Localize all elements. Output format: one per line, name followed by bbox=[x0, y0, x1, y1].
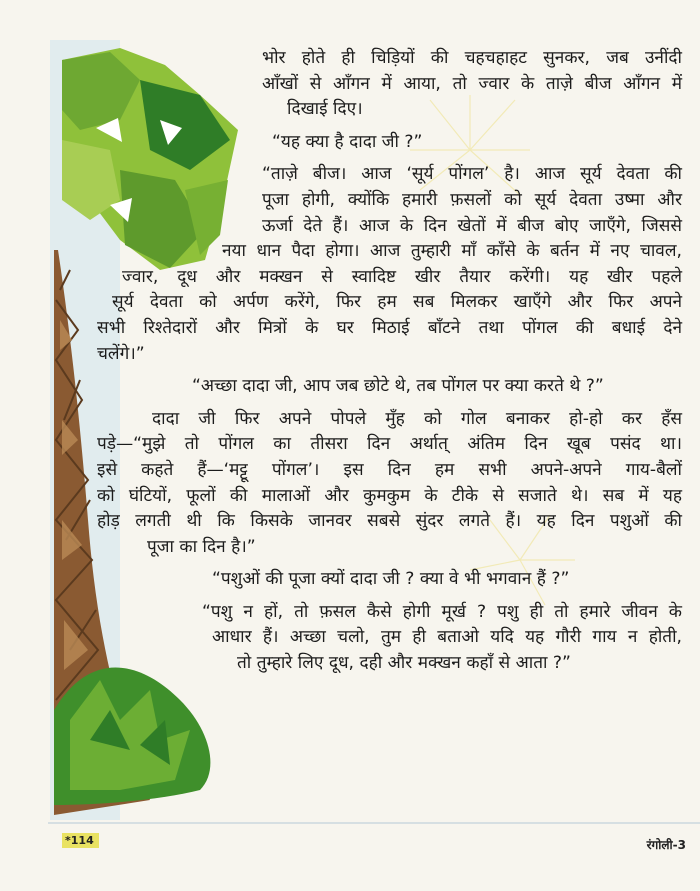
text-line: “ताज़े बीज। आज ‘सूर्य पोंगल’ है। आज सूर्य देवता की bbox=[262, 164, 682, 185]
text-line: आँखों से आँगन में आया, तो ज्वार के ताज़े बीज आँगन में bbox=[262, 73, 682, 94]
text-line: “पशु न हों, तो फ़सल कैसे होगी मूर्ख ? पशु ही तो हमारे जीवन के bbox=[202, 601, 682, 622]
text-line: पूजा होगी, क्योंकि हमारी फ़सलों को सूर्य देवता उष्मा और bbox=[262, 189, 682, 210]
text-line: “अच्छा दादा जी, आप जब छोटे थे, तब पोंगल पर क्या करते थे ?” bbox=[192, 376, 604, 397]
text-line: आधार हैं। अच्छा चलो, तुम ही बताओ यदि यह गौरी गाय न होती, bbox=[212, 627, 682, 648]
text-line: नया धान पैदा होगा। आज तुम्हारी माँ काँसे के बर्तन में नए चावल, bbox=[222, 241, 682, 262]
text-line: दादा जी फिर अपने पोपले मुँह को गोल बनाकर हो-हो कर हँस bbox=[152, 408, 682, 429]
paragraph-p2 bbox=[97, 130, 682, 156]
text-line: ज्वार, दूध और मक्खन से स्वादिष्ट खीर तैयार करेंगी। यह खीर पहले bbox=[122, 266, 682, 287]
paragraph-p7 bbox=[97, 600, 682, 677]
paragraph-gap bbox=[97, 560, 682, 567]
text-line: दिखाई दिए। bbox=[287, 99, 363, 120]
text-line: चलेंगे।” bbox=[97, 343, 145, 364]
paragraph-p1 bbox=[97, 46, 682, 123]
paragraph-gap bbox=[97, 123, 682, 130]
bush bbox=[54, 668, 210, 806]
page-number-marker: * bbox=[65, 834, 71, 847]
text-line: सूर्य देवता को अर्पण करेंगे, फिर हम सब मिलकर खाएँगे और फिर अपने bbox=[112, 292, 682, 313]
text-line: “पशुओं की पूजा क्यों दादा जी ? क्या वे भी भगवान हैं ?” bbox=[212, 569, 570, 590]
text-line: पूजा का दिन है।” bbox=[147, 536, 256, 557]
paragraph-gap bbox=[97, 593, 682, 600]
text-line: को घंटियों, फूलों की मालाओं और कुमकुम के टीके से सजाते थे। सब में यह bbox=[97, 485, 682, 506]
text-line: तो तुम्हारे लिए दूध, दही और मक्खन कहाँ से आता ?” bbox=[237, 653, 571, 674]
text-line: सभी रिश्तेदारों और मित्रों के घर मिठाई बाँटने तथा पोंगल की बधाई देने bbox=[97, 317, 682, 338]
paragraph-gap bbox=[97, 400, 682, 407]
book-title: रंगोली-3 bbox=[646, 838, 686, 852]
text-line: पड़े—“मुझे तो पोंगल का तीसरा दिन अर्थात् अंतिम दिन खूब पसंद था। bbox=[97, 434, 682, 455]
text-line: इसे कहते हैं—‘मट्टू पोंगल’। इस दिन हम सभी अपने-अपने गाय-बैलों bbox=[97, 459, 682, 480]
text-line: ऊर्जा देते हैं। आज के दिन खेतों में बीज बोए जाएँगे, जिससे bbox=[262, 215, 682, 236]
paragraph-p3 bbox=[97, 162, 682, 367]
paragraph-p5 bbox=[97, 407, 682, 561]
paragraph-p4 bbox=[97, 374, 682, 400]
paragraph-p6 bbox=[97, 567, 682, 593]
text-line: भोर होते ही चिड़ियों की चहचहाहट सुनकर, जब उनींदी bbox=[262, 48, 682, 68]
story-text bbox=[97, 46, 682, 677]
footer-rule bbox=[48, 822, 700, 824]
page-number-value: 114 bbox=[70, 834, 94, 847]
page-number bbox=[62, 833, 99, 848]
paragraph-gap bbox=[97, 367, 682, 374]
text-line: “यह क्या है दादा जी ?” bbox=[272, 131, 423, 152]
text-line: होड़ लगती थी कि किसके जानवर सबसे सुंदर लगते हैं। यह दिन पशुओं की bbox=[97, 511, 682, 532]
paragraph-gap bbox=[97, 155, 682, 162]
